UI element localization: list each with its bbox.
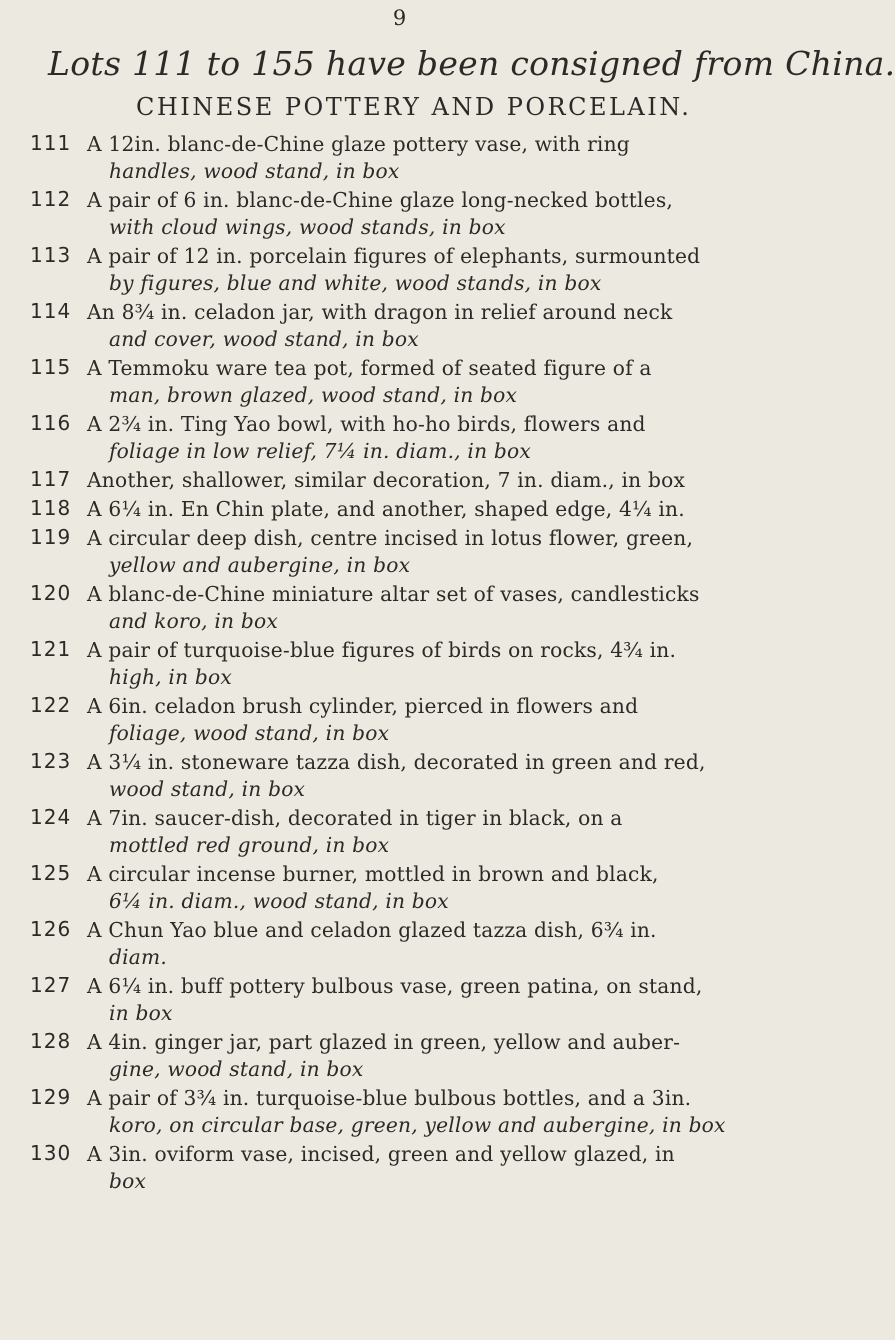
lot-entry — [0, 973, 800, 1027]
lot-description — [87, 131, 787, 185]
lot-description — [87, 1085, 787, 1139]
lot-entry — [0, 1141, 800, 1195]
lot-description — [87, 917, 787, 971]
lot-description-line: A 6in. celadon brush cylinder, pierced in flowers and — [87, 694, 639, 718]
lot-description-continuation: in box — [109, 1001, 173, 1025]
lot-description-continuation: gine, wood stand, in box — [109, 1057, 364, 1081]
lot-number: 117 — [30, 467, 72, 491]
lot-description-line: A Chun Yao blue and celadon glazed tazza dish, 6¾ in. — [87, 918, 657, 942]
lot-number: 112 — [30, 187, 72, 211]
lot-entry — [0, 187, 800, 241]
page-number: 9 — [392, 6, 408, 30]
lot-description-continuation: koro, on circular base, green, yellow and aubergine, in box — [109, 1113, 726, 1137]
lot-entry — [0, 1029, 800, 1083]
lot-description-line: A 4in. ginger jar, part glazed in green, yellow and auber- — [87, 1030, 681, 1054]
lot-entry — [0, 496, 800, 523]
lot-description — [87, 805, 787, 859]
lot-description-line: A pair of turquoise-blue figures of birds on rocks, 4¾ in. — [87, 638, 677, 662]
lot-description — [87, 581, 787, 635]
lot-number: 113 — [30, 243, 72, 267]
lot-entry — [0, 693, 800, 747]
lot-description-continuation: foliage, wood stand, in box — [109, 721, 390, 745]
lot-number: 127 — [30, 973, 72, 997]
lot-list — [0, 131, 800, 1197]
lot-description-continuation: wood stand, in box — [109, 777, 306, 801]
lot-description-line: A Temmoku ware tea pot, formed of seated figure of a — [87, 356, 652, 380]
lot-entry — [0, 637, 800, 691]
lot-description-line: A 12in. blanc-de-Chine glaze pottery vase, with ring — [87, 132, 630, 156]
lot-entry — [0, 805, 800, 859]
lot-description-continuation: with cloud wings, wood stands, in box — [109, 215, 506, 239]
lot-description-line: A pair of 6 in. blanc-de-Chine glaze long-necked bottles, — [87, 188, 674, 212]
lot-number: 118 — [30, 496, 72, 520]
lot-entry — [0, 749, 800, 803]
lot-entry — [0, 411, 800, 465]
lot-number: 122 — [30, 693, 72, 717]
lot-description — [87, 496, 787, 523]
lot-description-line: An 8¾ in. celadon jar, with dragon in relief around neck — [87, 300, 673, 324]
lot-description — [87, 637, 787, 691]
lot-number: 129 — [30, 1085, 72, 1109]
lot-number: 124 — [30, 805, 72, 829]
lot-description-line: A 3in. oviform vase, incised, green and yellow glazed, in — [87, 1142, 675, 1166]
lot-description-line: A 3¼ in. stoneware tazza dish, decorated in green and red, — [87, 750, 706, 774]
lot-entry — [0, 581, 800, 635]
lot-entry — [0, 1085, 800, 1139]
lot-entry — [0, 917, 800, 971]
lot-entry — [0, 243, 800, 297]
lot-entry — [0, 861, 800, 915]
lot-description-continuation: and koro, in box — [109, 609, 278, 633]
lot-entry — [0, 355, 800, 409]
lot-description-continuation: by figures, blue and white, wood stands, in box — [109, 271, 602, 295]
lot-entry — [0, 299, 800, 353]
lot-description-continuation: diam. — [109, 945, 167, 969]
lot-description — [87, 467, 787, 494]
lot-number: 111 — [30, 131, 72, 155]
lot-number: 126 — [30, 917, 72, 941]
lot-description-continuation: 6¼ in. diam., wood stand, in box — [109, 889, 449, 913]
consignment-header: Lots 111 to 155 have been consigned from China. — [48, 44, 895, 83]
lot-description-continuation: foliage in low relief, 7¼ in. diam., in box — [109, 439, 531, 463]
lot-description-line: A blanc-de-Chine miniature altar set of vases, candlesticks — [87, 582, 700, 606]
lot-description-continuation: high, in box — [109, 665, 232, 689]
lot-description-continuation: mottled red ground, in box — [109, 833, 390, 857]
lot-description — [87, 1141, 787, 1195]
lot-number: 121 — [30, 637, 72, 661]
lot-description-continuation: yellow and aubergine, in box — [109, 553, 411, 577]
lot-number: 115 — [30, 355, 72, 379]
lot-number: 128 — [30, 1029, 72, 1053]
lot-number: 114 — [30, 299, 72, 323]
lot-description-continuation: and cover, wood stand, in box — [109, 327, 419, 351]
lot-description-line: A 2¾ in. Ting Yao bowl, with ho-ho birds, flowers and — [87, 412, 646, 436]
lot-description — [87, 749, 787, 803]
lot-description-line: A circular incense burner, mottled in brown and black, — [87, 862, 659, 886]
lot-entry — [0, 525, 800, 579]
lot-description-line: A circular deep dish, centre incised in lotus flower, green, — [87, 526, 694, 550]
lot-number: 123 — [30, 749, 72, 773]
lot-entry — [0, 467, 800, 494]
lot-description-line: A pair of 3¾ in. turquoise-blue bulbous bottles, and a 3in. — [87, 1086, 692, 1110]
lot-description-line: A 6¼ in. En Chin plate, and another, shaped edge, 4¼ in. — [87, 497, 685, 521]
lot-description-continuation: man, brown glazed, wood stand, in box — [109, 383, 518, 407]
lot-entry — [0, 131, 800, 185]
lot-description — [87, 187, 787, 241]
lot-description — [87, 693, 787, 747]
lot-number: 119 — [30, 525, 72, 549]
lot-number: 116 — [30, 411, 72, 435]
lot-description — [87, 243, 787, 297]
lot-description — [87, 973, 787, 1027]
lot-description — [87, 299, 787, 353]
lot-description — [87, 1029, 787, 1083]
lot-number: 130 — [30, 1141, 72, 1165]
lot-description-line: Another, shallower, similar decoration, 7 in. diam., in box — [87, 468, 686, 492]
lot-description — [87, 355, 787, 409]
lot-description — [87, 411, 787, 465]
section-title: CHINESE POTTERY AND PORCELAIN. — [136, 93, 692, 121]
lot-description-line: A 6¼ in. buff pottery bulbous vase, green patina, on stand, — [87, 974, 703, 998]
lot-number: 120 — [30, 581, 72, 605]
lot-description-continuation: box — [109, 1169, 147, 1193]
lot-description-continuation: handles, wood stand, in box — [109, 159, 400, 183]
lot-description — [87, 525, 787, 579]
lot-description-line: A 7in. saucer-dish, decorated in tiger in black, on a — [87, 806, 623, 830]
lot-description — [87, 861, 787, 915]
lot-number: 125 — [30, 861, 72, 885]
lot-description-line: A pair of 12 in. porcelain figures of elephants, surmounted — [87, 244, 701, 268]
